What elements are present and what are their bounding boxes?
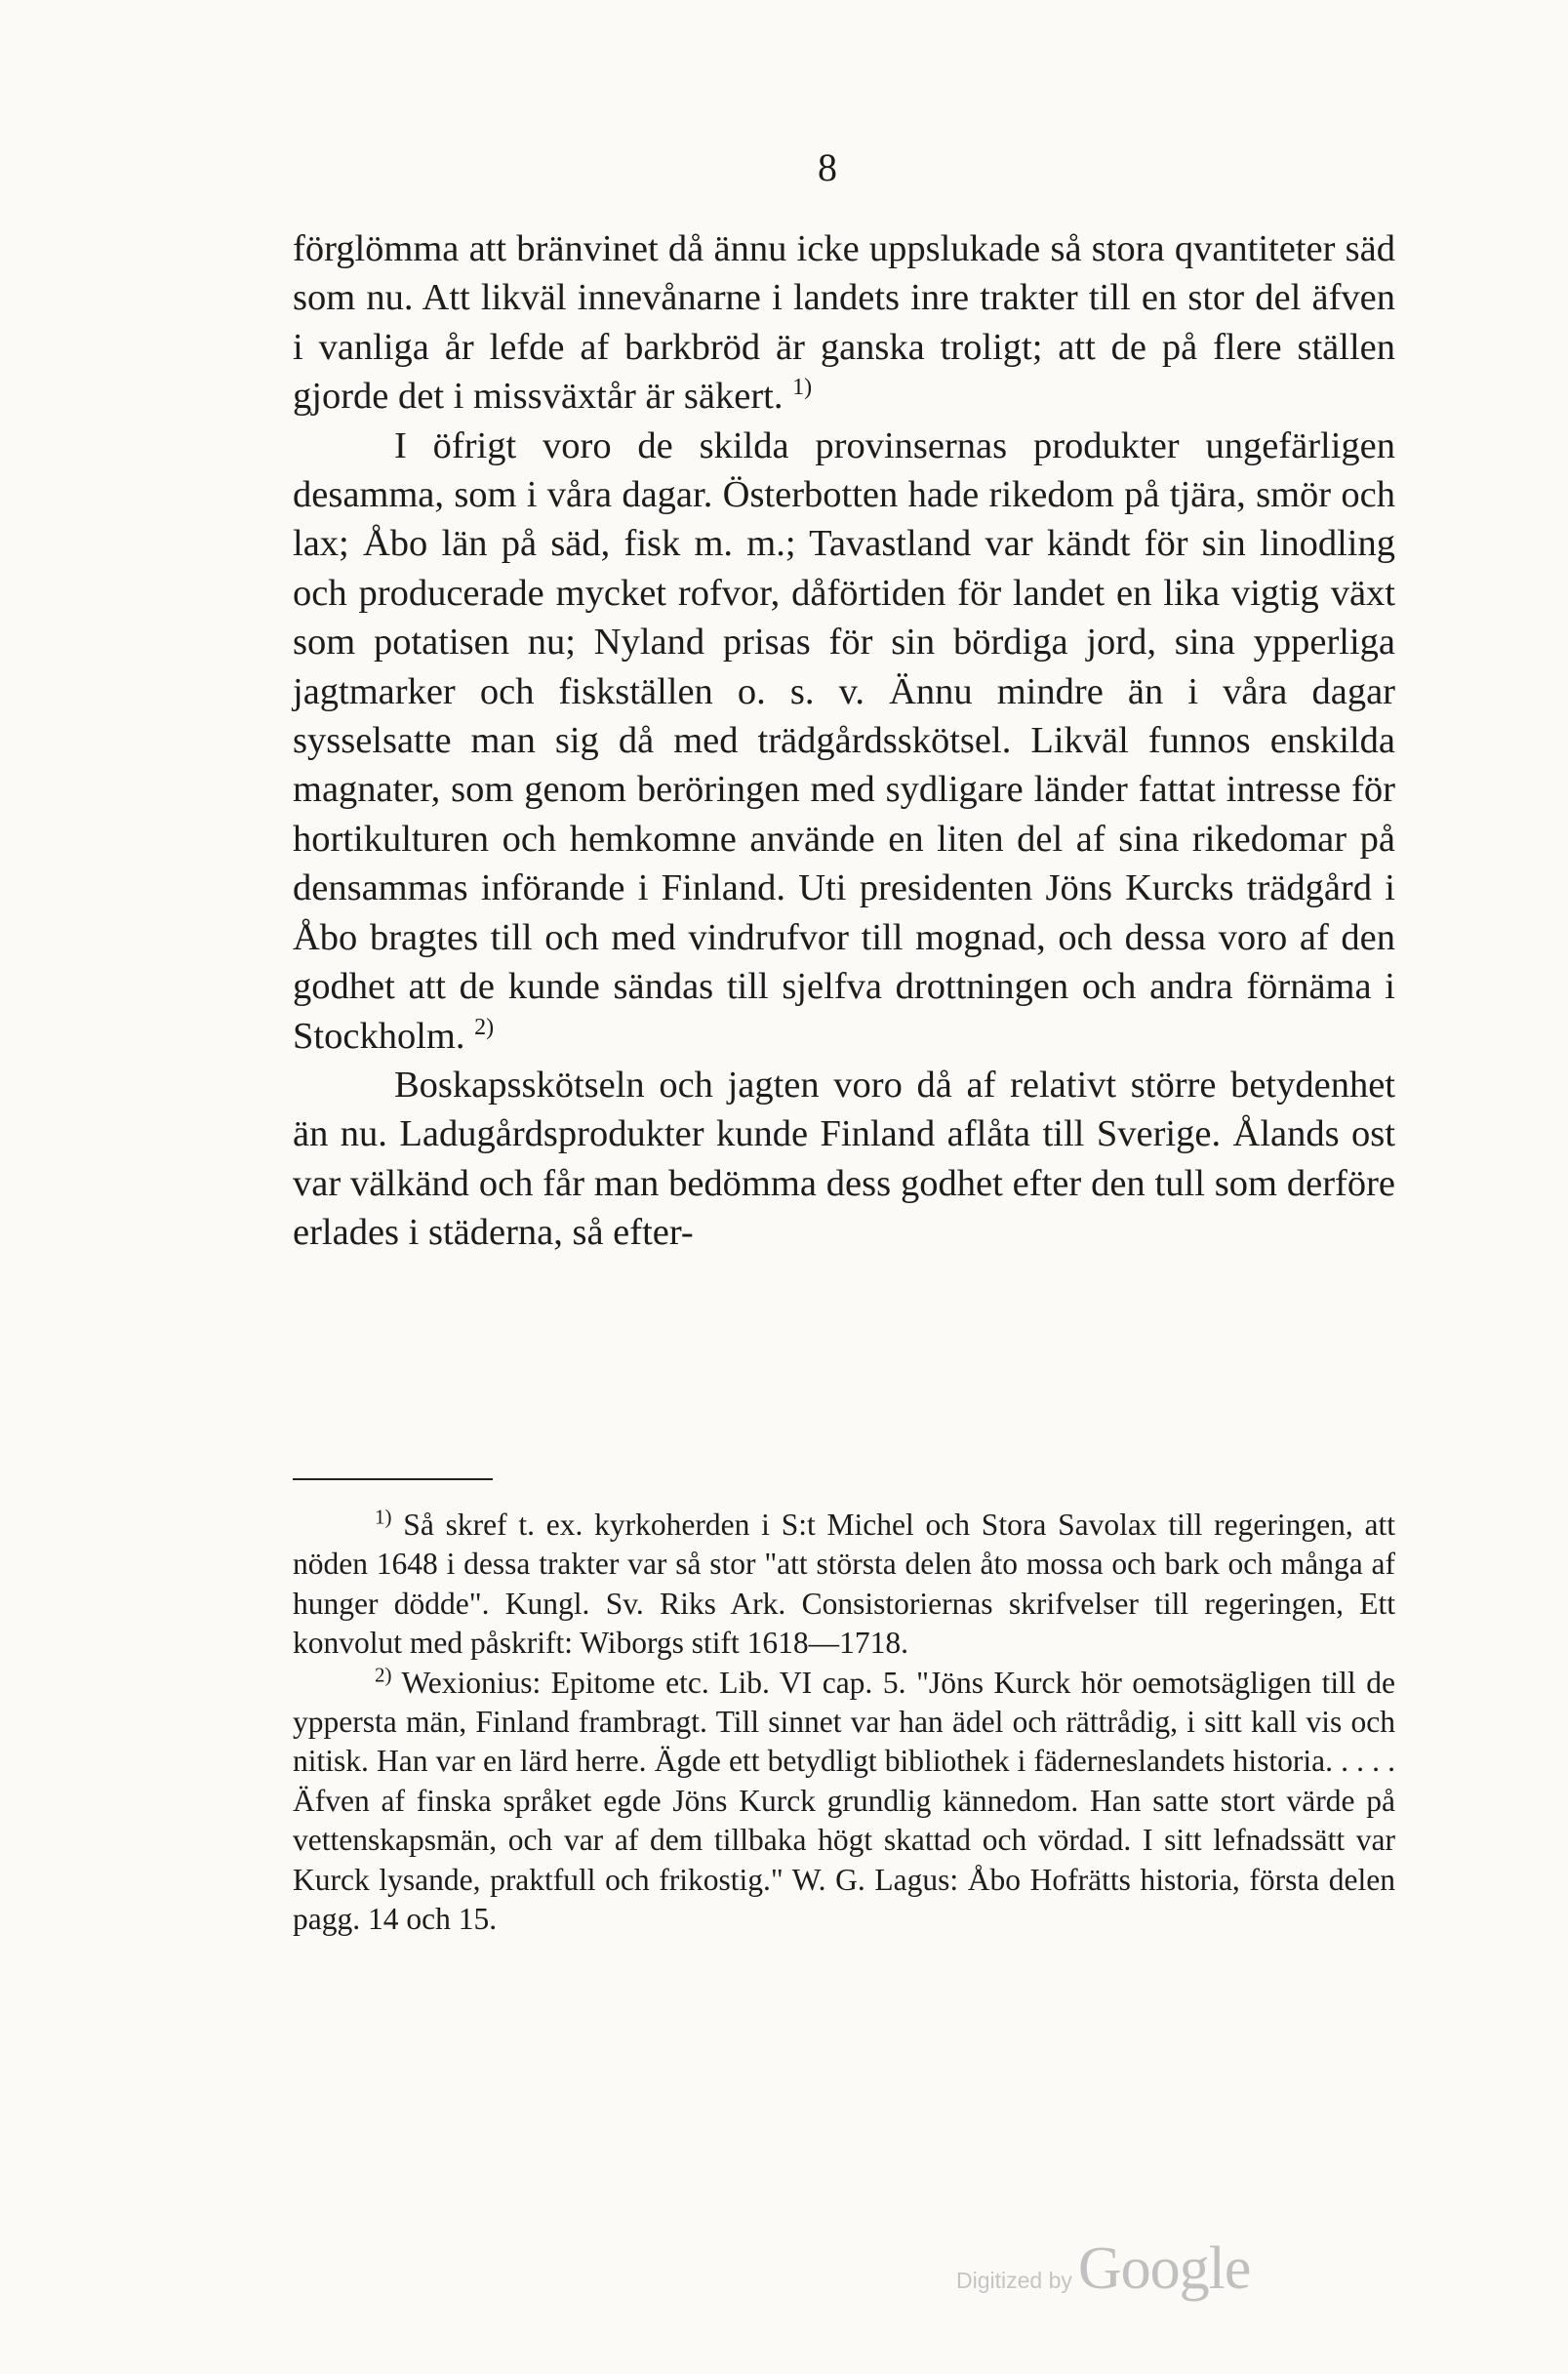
footnote-divider (293, 1478, 493, 1480)
footnote-1-text: Så skref t. ex. kyrkoherden i S:t Michel och Stora Savolax till regeringen, att nöden 1648 i dessa trakter var så stor "att största delen åto mossa och bark och många af hunger dödde". Kungl. Sv. Riks Ark. Consistoriernas skrifvelser till regeringen, Ett konvolut med påskrift: Wiborgs stift 1618—1718. (293, 1508, 1396, 1661)
footnote-1 (293, 1506, 1395, 1664)
google-logo: Google (1077, 2235, 1251, 2302)
digitized-by-label: Digitized by (956, 2268, 1072, 2293)
footnote-2 (293, 1664, 1395, 1940)
paragraph-2-text: I öfrigt voro de skilda provinsernas produkter ungefärligen desamma, som i våra dagar. Österbotten hade rikedom på tjära, smör och lax; Åbo län på säd, fisk m. m.; Tavastland var kändt för sin linodling och producerade mycket rofvor, dåförtiden för landet en lika vigtig växt som potatisen nu; Nyland prisas för sin bördiga jord, sina ypperliga jagtmarker och fiskställen o. s. v. Ännu mindre än i våra dagar sysselsatte man sig då med trädgårdsskötsel. Likväl funnos enskilda magnater, som genom beröringen med sydligare länder fattat intresse för hortikulturen och hemkomne använde en liten del af sina rikedomar på densammas införande i Finland. Uti presidenten Jöns Kurcks trädgård i Åbo bragtes till och med vindrufvor till mognad, och dessa voro af den godhet att de kunde sändas till sjelfva drottningen och andra förnäma i Stockholm. (293, 424, 1395, 1057)
paragraph-3: Boskapsskötseln och jagten voro då af relativt större betydenhet än nu. Ladugårdsprodukter kunde Finland aflåta till Sverige. Ålands ost var välkänd och får man bedömma dess godhet efter den tull som derföre erlades i städerna, så efter- (293, 1064, 1395, 1254)
footnote-2-text: Wexionius: Epitome etc. Lib. VI cap. 5. "Jöns Kurck hör oemotsägligen till de yppersta män, Finland frambragt. Till sinnet var han ädel och rättrådig, i sitt kall vis och nitisk. Han var en lärd herre. Ägde ett betydligt bibliothek i fäderneslandets historia. . . . . Äfven af finska språket egde Jöns Kurck grundlig kännedom. Han satte stort värde på vettenskapsmän, och var af dem tillbaka högt skattad och vördad. I sitt lefnadssätt var Kurck lysande, praktfull och frikostig." W. G. Lagus: Åbo Hofrätts historia, första delen pagg. 14 och 15. (293, 1665, 1395, 1937)
body-text (293, 224, 1395, 1258)
footnote-ref-2: 2) (474, 1014, 495, 1040)
footnote-2-mark: 2) (375, 1663, 392, 1687)
paragraph-1-text: förglömma att bränvinet då ännu icke uppslukade så stora qvantiteter säd som nu. Att likväl innevånarne i landets inre trakter till en stor del äfven i vanliga år lefde af barkbröd är ganska troligt; att de på flere ställen gjorde det i missväxtår är säkert. (293, 228, 1395, 418)
footnotes (293, 1506, 1395, 1939)
paragraph-1 (293, 224, 1395, 422)
digitized-watermark (956, 2234, 1250, 2304)
footnote-ref-1: 1) (792, 375, 813, 401)
footnote-1-mark: 1) (375, 1505, 392, 1529)
paragraph-2 (293, 422, 1395, 1061)
page-number: 8 (818, 145, 837, 189)
